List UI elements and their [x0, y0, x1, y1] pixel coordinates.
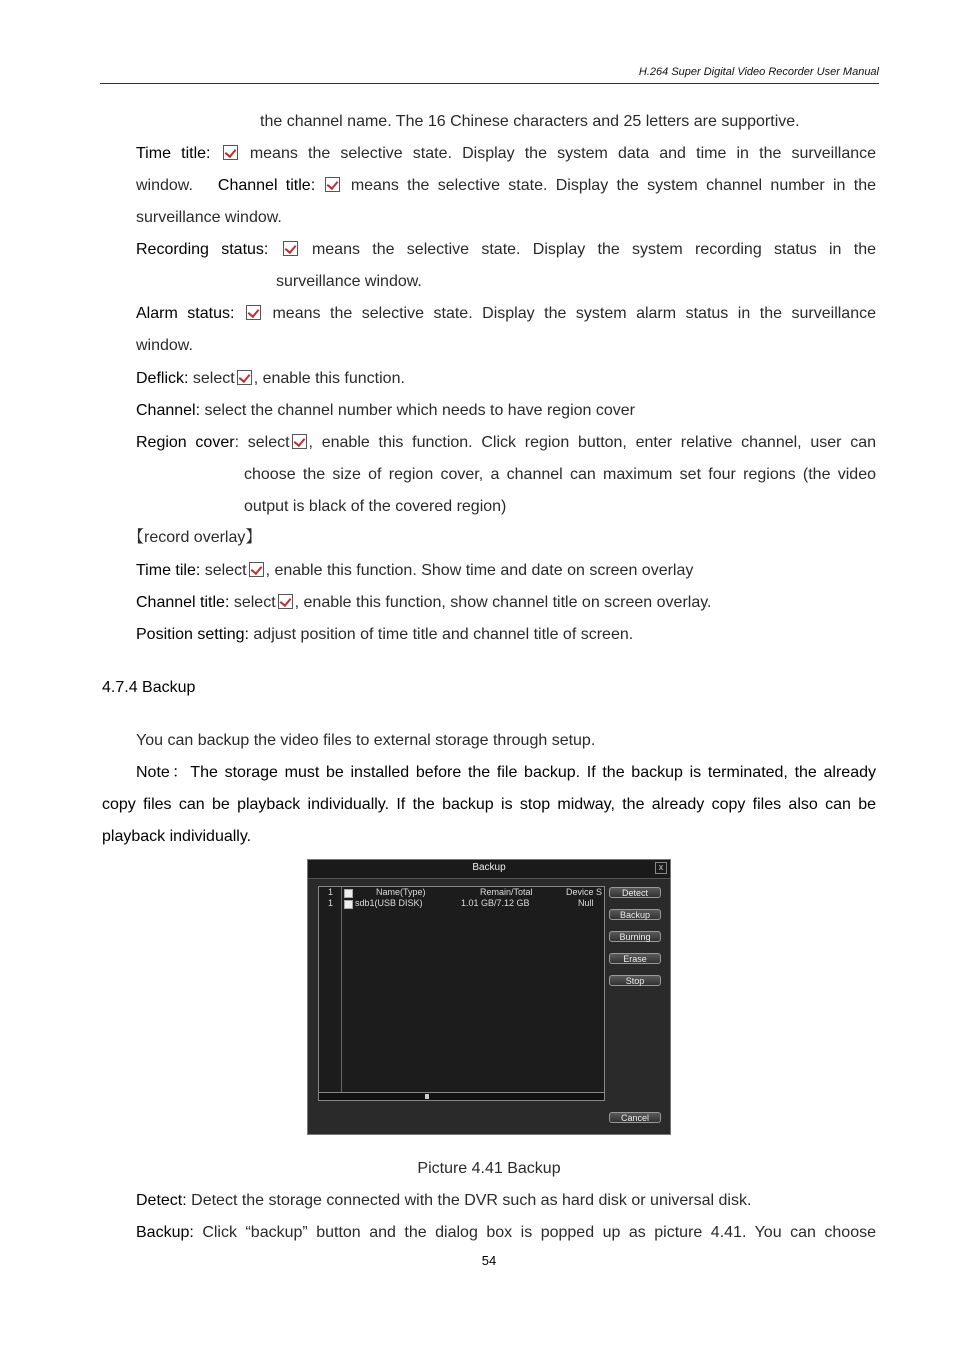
col-remain: Remain/Total	[480, 887, 533, 897]
text-line: the channel name. The 16 Chinese characters and 25 letters are supportive.	[260, 113, 800, 130]
list-header	[319, 887, 604, 898]
close-icon[interactable]: x	[655, 862, 667, 874]
checkbox-checked-icon	[237, 370, 252, 385]
page-number: 54	[481, 1253, 497, 1268]
text: means the selective state. Display the system recording status in the	[311, 241, 876, 258]
checkbox-checked-icon	[249, 562, 264, 577]
horizontal-scrollbar[interactable]	[318, 1092, 605, 1101]
row-remain: 1.01 GB/7.12 GB	[461, 898, 530, 908]
text-line: surveillance window.	[276, 273, 422, 290]
term-time-title: Time title:	[136, 145, 211, 162]
term-region-cover: Region cover	[136, 434, 235, 451]
text-line-detect	[136, 1191, 751, 1211]
backup-button[interactable]: Backup	[609, 909, 661, 920]
stop-button[interactable]: Stop	[609, 975, 661, 986]
text-line-time-tile	[136, 561, 693, 581]
text-line-time-title	[136, 144, 876, 164]
term-channel-title: Channel title:	[217, 177, 316, 194]
text-line-position-setting	[136, 625, 633, 645]
col-device: Device S	[566, 887, 603, 897]
header-rule	[100, 83, 879, 84]
checkbox-checked-icon	[246, 305, 261, 320]
text-line: output is black of the covered region)	[244, 498, 507, 515]
checkbox-checked-icon	[325, 177, 340, 192]
text: : select	[234, 434, 290, 451]
text-line: window.	[136, 337, 193, 354]
col-num: 1	[328, 887, 334, 897]
text: means the selective state. Display the system channel number in the	[350, 177, 877, 194]
term-backup: Backup:	[136, 1224, 194, 1241]
note-line: playback individually.	[102, 828, 252, 845]
note-line: Note：The storage must be installed before the file backup. If the backup is terminated, the already	[136, 764, 876, 781]
checkbox-checked-icon	[283, 241, 298, 256]
dialog-title: Backup	[308, 860, 670, 879]
text: select the channel number which needs to have region cover	[204, 402, 635, 419]
scroll-thumb[interactable]	[425, 1094, 429, 1099]
text-line: surveillance window.	[136, 209, 282, 226]
text: , enable this function, show channel title on screen overlay.	[294, 594, 712, 611]
text: select	[192, 370, 235, 387]
col-name: Name(Type)	[376, 887, 426, 897]
text: Click “backup” button and the dialog box is popped up as picture 4.41. You can choose	[202, 1224, 876, 1241]
erase-button[interactable]: Erase	[609, 953, 661, 964]
note-line: copy files can be playback individually. If the backup is stop midway, the already copy files also can be	[102, 796, 876, 813]
text-line-channel	[136, 401, 635, 421]
row-num: 1	[328, 898, 334, 908]
text: window.	[136, 177, 193, 194]
text-line-region-cover	[136, 433, 876, 453]
text-line-channel-title	[136, 176, 876, 196]
figure-caption: Picture 4.41 Backup	[417, 1160, 561, 1177]
row-checkbox[interactable]	[344, 900, 353, 909]
detect-button[interactable]: Detect	[609, 887, 661, 898]
text: Detect the storage connected with the DVR such as hard disk or universal disk.	[191, 1192, 752, 1209]
section-title: 4.7.4 Backup	[102, 679, 196, 696]
text: select	[233, 594, 276, 611]
table-row[interactable]	[319, 898, 604, 909]
text: select	[204, 562, 247, 579]
select-all-checkbox[interactable]	[344, 889, 353, 898]
text-line-channel-title-overlay	[136, 593, 711, 613]
text: adjust position of time title and channel title of screen.	[253, 626, 634, 643]
text-line-alarm-status	[136, 304, 876, 324]
checkbox-checked-icon	[223, 145, 238, 160]
text: means the selective state. Display the system alarm status in the surveillance	[272, 305, 877, 322]
text-line-recording-status	[136, 240, 876, 260]
subheading-record-overlay: 【record overlay】	[128, 529, 262, 546]
row-device: Null	[578, 898, 594, 908]
term-alarm-status: Alarm status:	[136, 305, 235, 322]
column-divider	[341, 887, 342, 1099]
term-position-setting: Position setting:	[136, 626, 249, 643]
backup-dialog	[307, 859, 671, 1135]
device-list	[318, 886, 605, 1100]
term-channel-title: Channel title:	[136, 594, 230, 611]
checkbox-checked-icon	[292, 434, 307, 449]
text: means the selective state. Display the system data and time in the surveillance	[249, 145, 877, 162]
text-line: You can backup the video files to external storage through setup.	[136, 732, 596, 749]
term-channel: Channel:	[136, 402, 201, 419]
text: , enable this function. Show time and date on screen overlay	[265, 562, 694, 579]
text: , enable this function.	[253, 370, 405, 387]
running-header: H.264 Super Digital Video Recorder User Manual	[638, 66, 879, 78]
term-deflick: Deflick:	[136, 370, 189, 387]
row-name: sdb1(USB DISK)	[355, 898, 423, 908]
term-detect: Detect:	[136, 1192, 187, 1209]
text-line: choose the size of region cover, a channel can maximum set four regions (the video	[244, 466, 876, 483]
burning-button[interactable]: Burning	[609, 931, 661, 942]
text-line-backup	[136, 1223, 876, 1243]
term-recording-status: Recording status:	[136, 241, 269, 258]
term-time-tile: Time tile:	[136, 562, 201, 579]
text: , enable this function. Click region button, enter relative channel, user can	[308, 434, 876, 451]
cancel-button[interactable]: Cancel	[609, 1112, 661, 1123]
text-line-deflick	[136, 369, 405, 389]
checkbox-checked-icon	[278, 594, 293, 609]
